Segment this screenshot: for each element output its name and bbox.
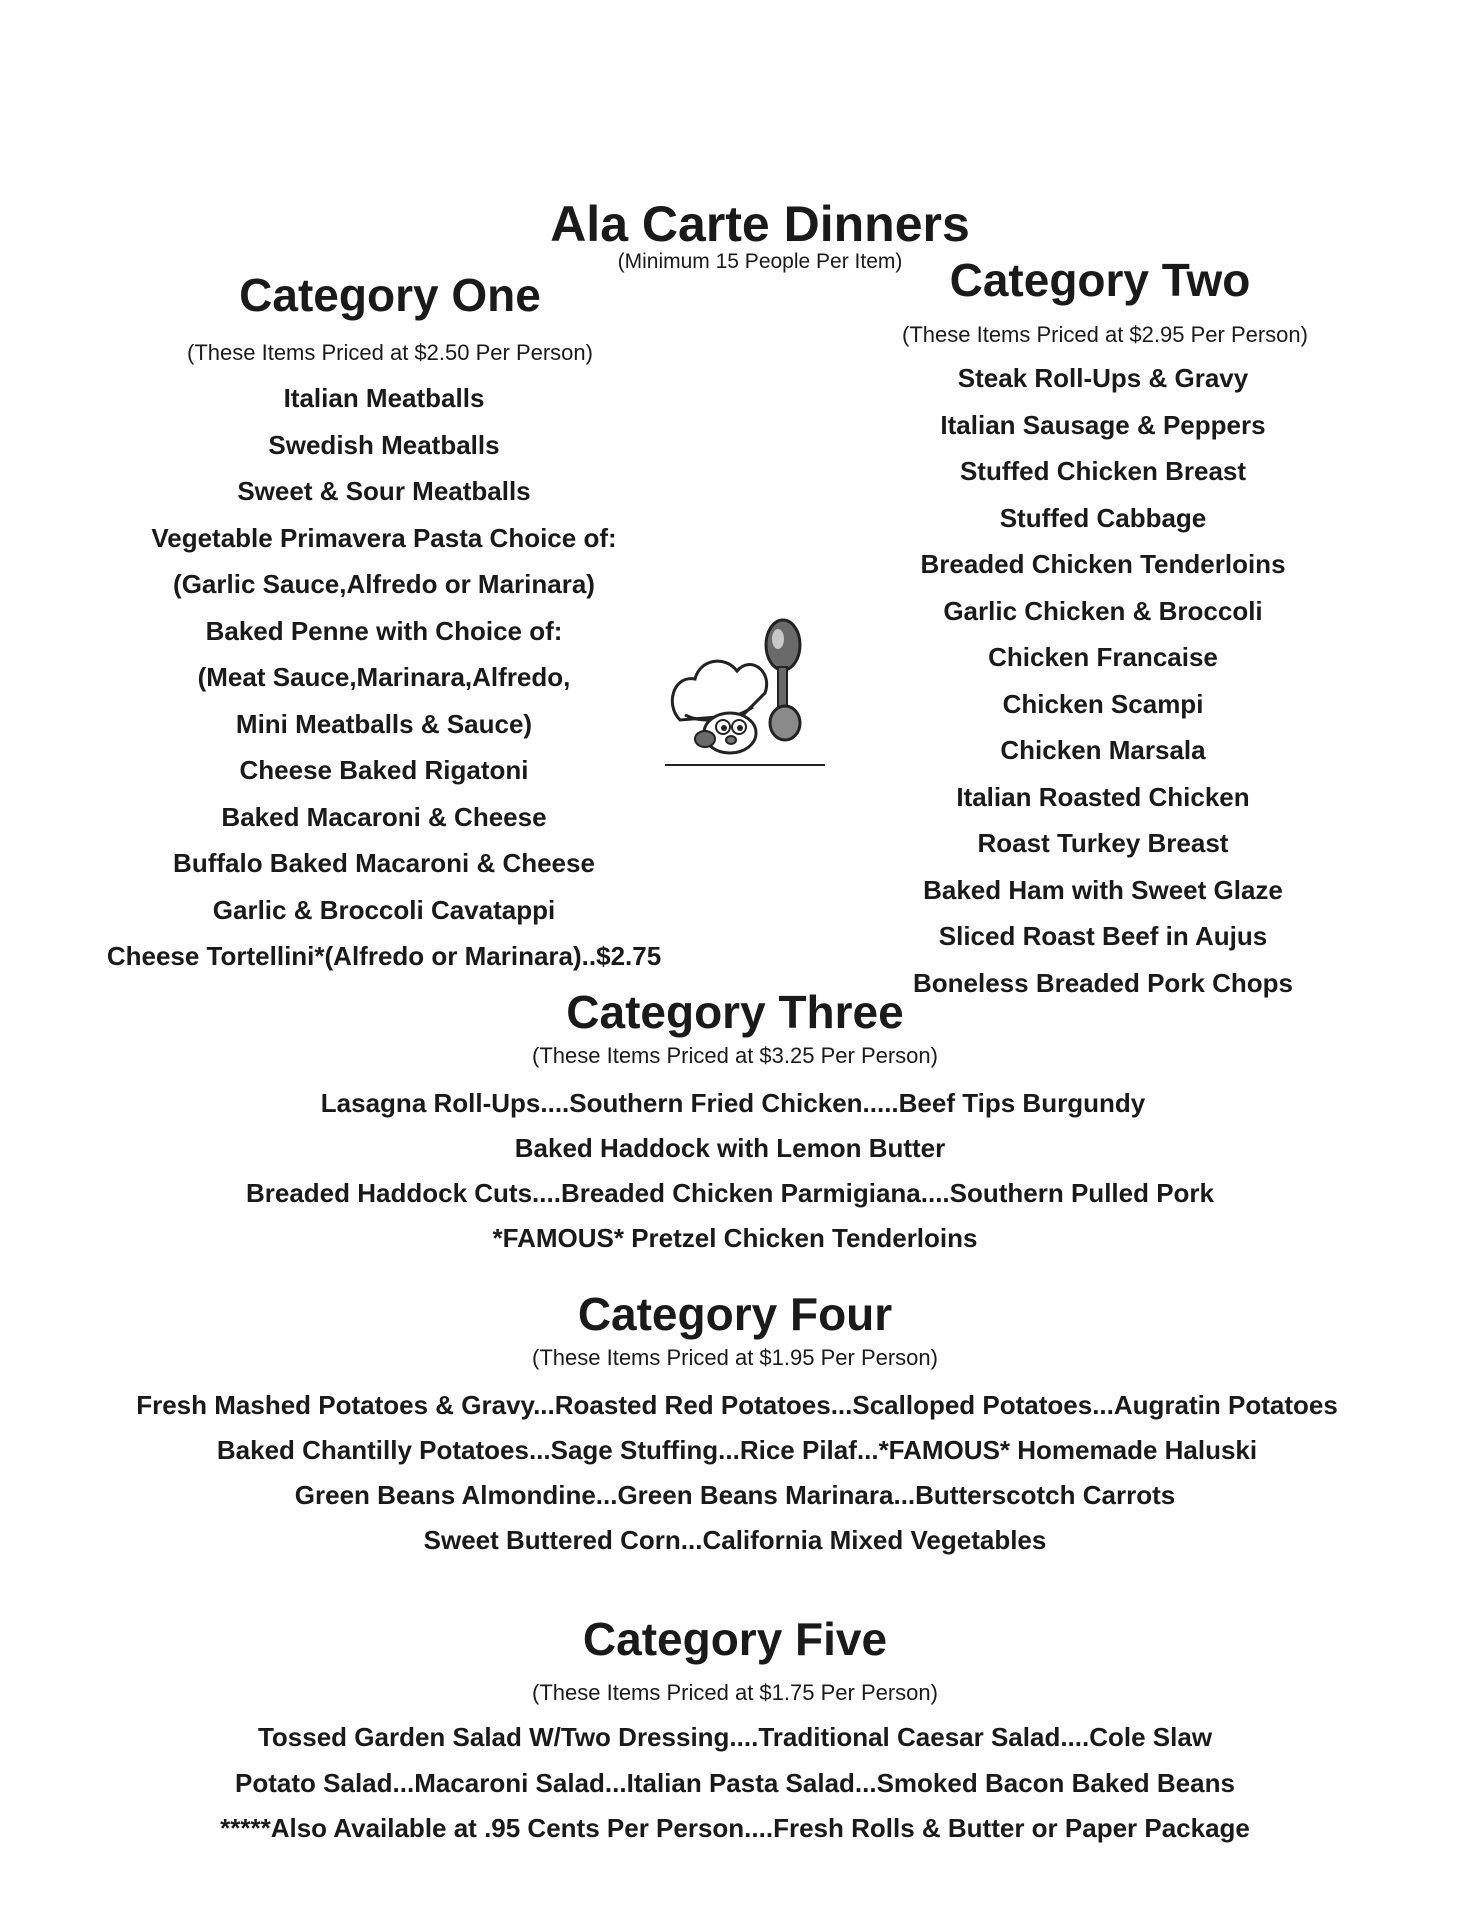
list-item: Italian Roasted Chicken — [956, 781, 1250, 812]
list-item: Sliced Roast Beef in Aujus — [938, 921, 1268, 951]
category-five-price-note: (These Items Priced at $1.75 Per Person) — [532, 1680, 938, 1705]
category-five-row: Potato Salad...Macaroni Salad...Italian Pasta Salad...Smoked Bacon Baked Beans — [235, 1768, 1235, 1798]
list-item: Chicken Marsala — [1000, 735, 1206, 765]
category-one-title: Category One — [239, 269, 541, 321]
list-item: Sweet & Sour Meatballs — [237, 476, 531, 506]
list-item: Breaded Chicken Tenderloins — [920, 549, 1286, 579]
category-three-row: Baked Haddock with Lemon Butter — [514, 1133, 946, 1163]
category-five-title: Category Five — [582, 1613, 888, 1665]
list-item: Chicken Scampi — [1002, 688, 1204, 719]
category-two-list — [913, 355, 1293, 1006]
category-five-row: *****Also Available at .95 Cents Per Person....Fresh Rolls & Butter or Paper Package — [220, 1813, 1250, 1843]
category-four-row: Baked Chantilly Potatoes...Sage Stuffing...Rice Pilaf...*FAMOUS* Homemade Haluski — [216, 1435, 1258, 1465]
category-four-row: Green Beans Almondine...Green Beans Marinara...Butterscotch Carrots — [294, 1480, 1176, 1510]
category-one-price-note: (These Items Priced at $2.50 Per Person) — [187, 340, 593, 365]
list-item: (Garlic Sauce,Alfredo or Marinara) — [173, 569, 595, 599]
list-item: Roast Turkey Breast — [977, 828, 1229, 858]
list-item: Swedish Meatballs — [268, 429, 500, 460]
list-item: Stuffed Chicken Breast — [959, 456, 1247, 486]
category-three-row: Lasagna Roll-Ups....Southern Fried Chicken.....Beef Tips Burgundy — [320, 1088, 1146, 1118]
category-two-title: Category Two — [949, 254, 1251, 306]
list-item: Chicken Francaise — [988, 642, 1218, 672]
page-title: Ala Carte Dinners — [550, 196, 970, 252]
list-item: Cheese Tortellini*(Alfredo or Marinara)..$2.75 — [106, 941, 662, 971]
category-three-row: *FAMOUS* Pretzel Chicken Tenderloins — [492, 1223, 978, 1253]
category-four-title: Category Four — [577, 1288, 893, 1340]
category-three-price-note: (These Items Priced at $3.25 Per Person) — [532, 1043, 938, 1068]
list-item: Mini Meatballs & Sauce) — [235, 708, 533, 739]
list-item: Baked Ham with Sweet Glaze — [923, 874, 1283, 905]
category-two-price-note: (These Items Priced at $2.95 Per Person) — [902, 322, 1308, 347]
list-item: Vegetable Primavera Pasta Choice of: — [151, 522, 617, 553]
list-item: Cheese Baked Rigatoni — [239, 755, 529, 785]
category-four-price-note: (These Items Priced at $1.95 Per Person) — [532, 1345, 938, 1370]
list-item: Italian Sausage & Peppers — [940, 409, 1266, 440]
list-item: Baked Penne with Choice of: — [205, 615, 563, 646]
category-three-title: Category Three — [566, 986, 904, 1038]
list-item: Buffalo Baked Macaroni & Cheese — [173, 848, 595, 878]
list-item: Boneless Breaded Pork Chops — [913, 967, 1293, 998]
list-item: (Meat Sauce,Marinara,Alfredo, — [197, 662, 571, 692]
minimum-note: (Minimum 15 People Per Item) — [617, 250, 903, 273]
category-five-row: Tossed Garden Salad W/Two Dressing....Traditional Caesar Salad....Cole Slaw — [257, 1722, 1213, 1752]
chef-with-spoon-icon — [665, 615, 825, 775]
category-one-list — [107, 375, 661, 980]
list-item: Baked Macaroni & Cheese — [221, 801, 547, 832]
category-four-row: Fresh Mashed Potatoes & Gravy...Roasted Red Potatoes...Scalloped Potatoes...Augratin Potatoes — [136, 1390, 1338, 1420]
list-item: Steak Roll-Ups & Gravy — [957, 363, 1249, 393]
list-item: Stuffed Cabbage — [999, 502, 1207, 533]
category-four-row: Sweet Buttered Corn...California Mixed Vegetables — [423, 1525, 1047, 1555]
list-item: Garlic Chicken & Broccoli — [943, 595, 1263, 626]
list-item: Italian Meatballs — [283, 383, 485, 413]
list-item: Garlic & Broccoli Cavatappi — [212, 894, 556, 925]
category-three-row: Breaded Haddock Cuts....Breaded Chicken Parmigiana....Southern Pulled Pork — [245, 1178, 1215, 1208]
